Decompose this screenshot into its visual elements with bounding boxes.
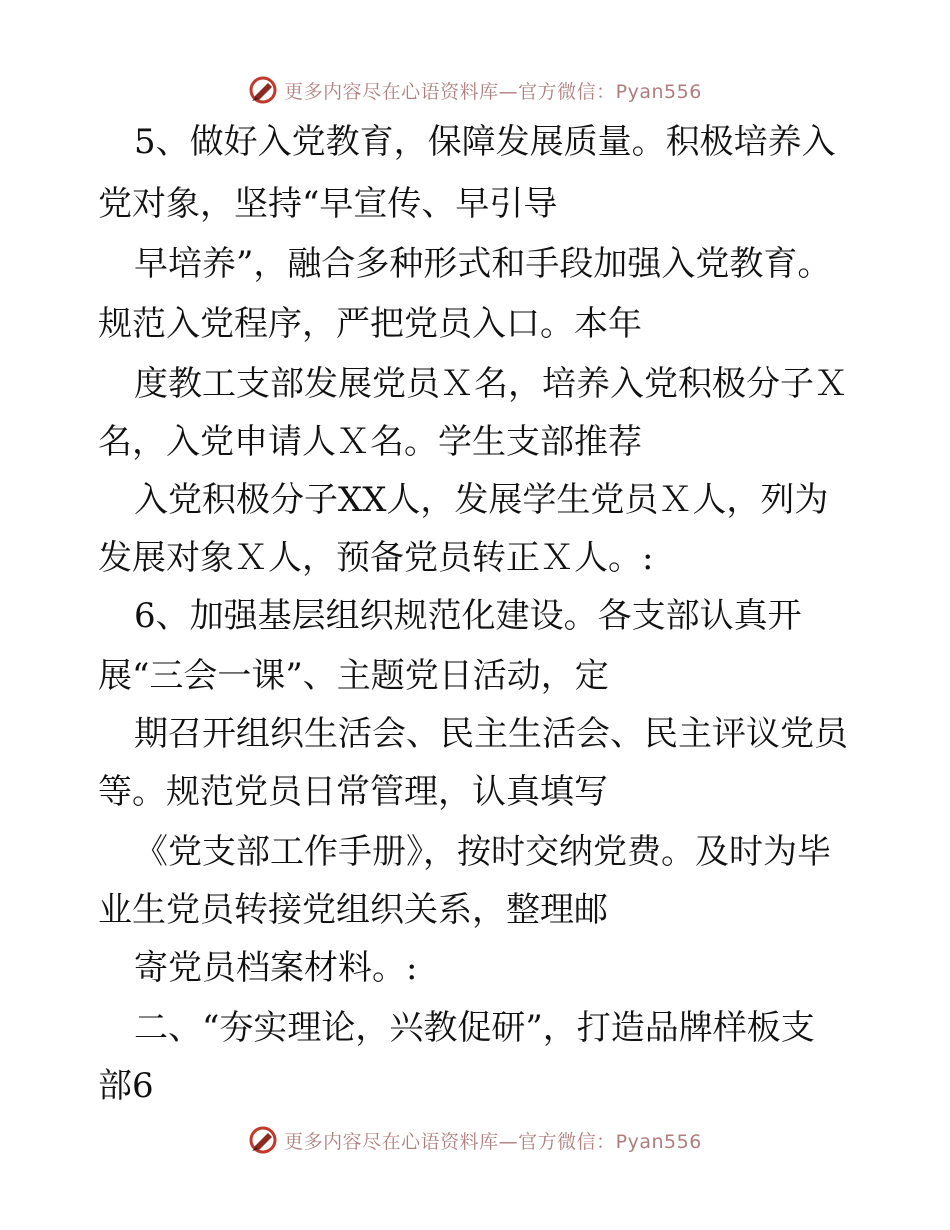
footer-watermark: [0, 1120, 950, 1160]
text-line: 部6: [98, 1066, 154, 1106]
text-line: 业生党员转接党组织关系，整理邮: [98, 890, 608, 930]
text-line: 《党支部工作手册》，按时交纳党费。及时为毕: [134, 832, 831, 872]
text-line: 入党积极分子XX人，发展学生党员Ｘ人，列为: [134, 480, 829, 520]
text-line: 等。规范党员日常管理，认真填写: [98, 772, 608, 812]
text-line: 展“三会一课”、主题党日活动，定: [98, 656, 609, 696]
text-line: 寄党员档案材料。:: [134, 948, 418, 988]
text-line: 度教工支部发展党员Ｘ名，培养入党积极分子Ｘ: [134, 364, 848, 404]
text-line: 5、做好入党教育，保障发展质量。积极培养入: [134, 122, 836, 162]
text-line: 早培养”，融合多种形式和手段加强入党教育。: [134, 244, 832, 284]
text-line: 党对象，坚持“早宣传、早引导: [98, 184, 558, 224]
text-line: 名，入党申请人Ｘ名。学生支部推荐: [98, 422, 642, 462]
watermark-text: 更多内容尽在心语资料库—官方微信：Pyan556: [284, 80, 702, 103]
text-line: 发展对象Ｘ人，预备党员转正Ｘ人。:: [98, 538, 654, 578]
pen-logo-icon: [248, 1125, 278, 1155]
text-line: 期召开组织生活会、民主生活会、民主评议党员: [134, 714, 848, 754]
header-watermark: [0, 70, 950, 110]
pen-logo-icon: [248, 75, 278, 105]
text-line: 规范入党程序，严把党员入口。本年: [98, 304, 642, 344]
watermark-text: 更多内容尽在心语资料库—官方微信：Pyan556: [284, 1130, 702, 1153]
text-line: 二、“夯实理论，兴教促研”，打造品牌样板支: [134, 1008, 815, 1048]
text-line: 6、加强基层组织规范化建设。各支部认真开: [134, 596, 802, 636]
